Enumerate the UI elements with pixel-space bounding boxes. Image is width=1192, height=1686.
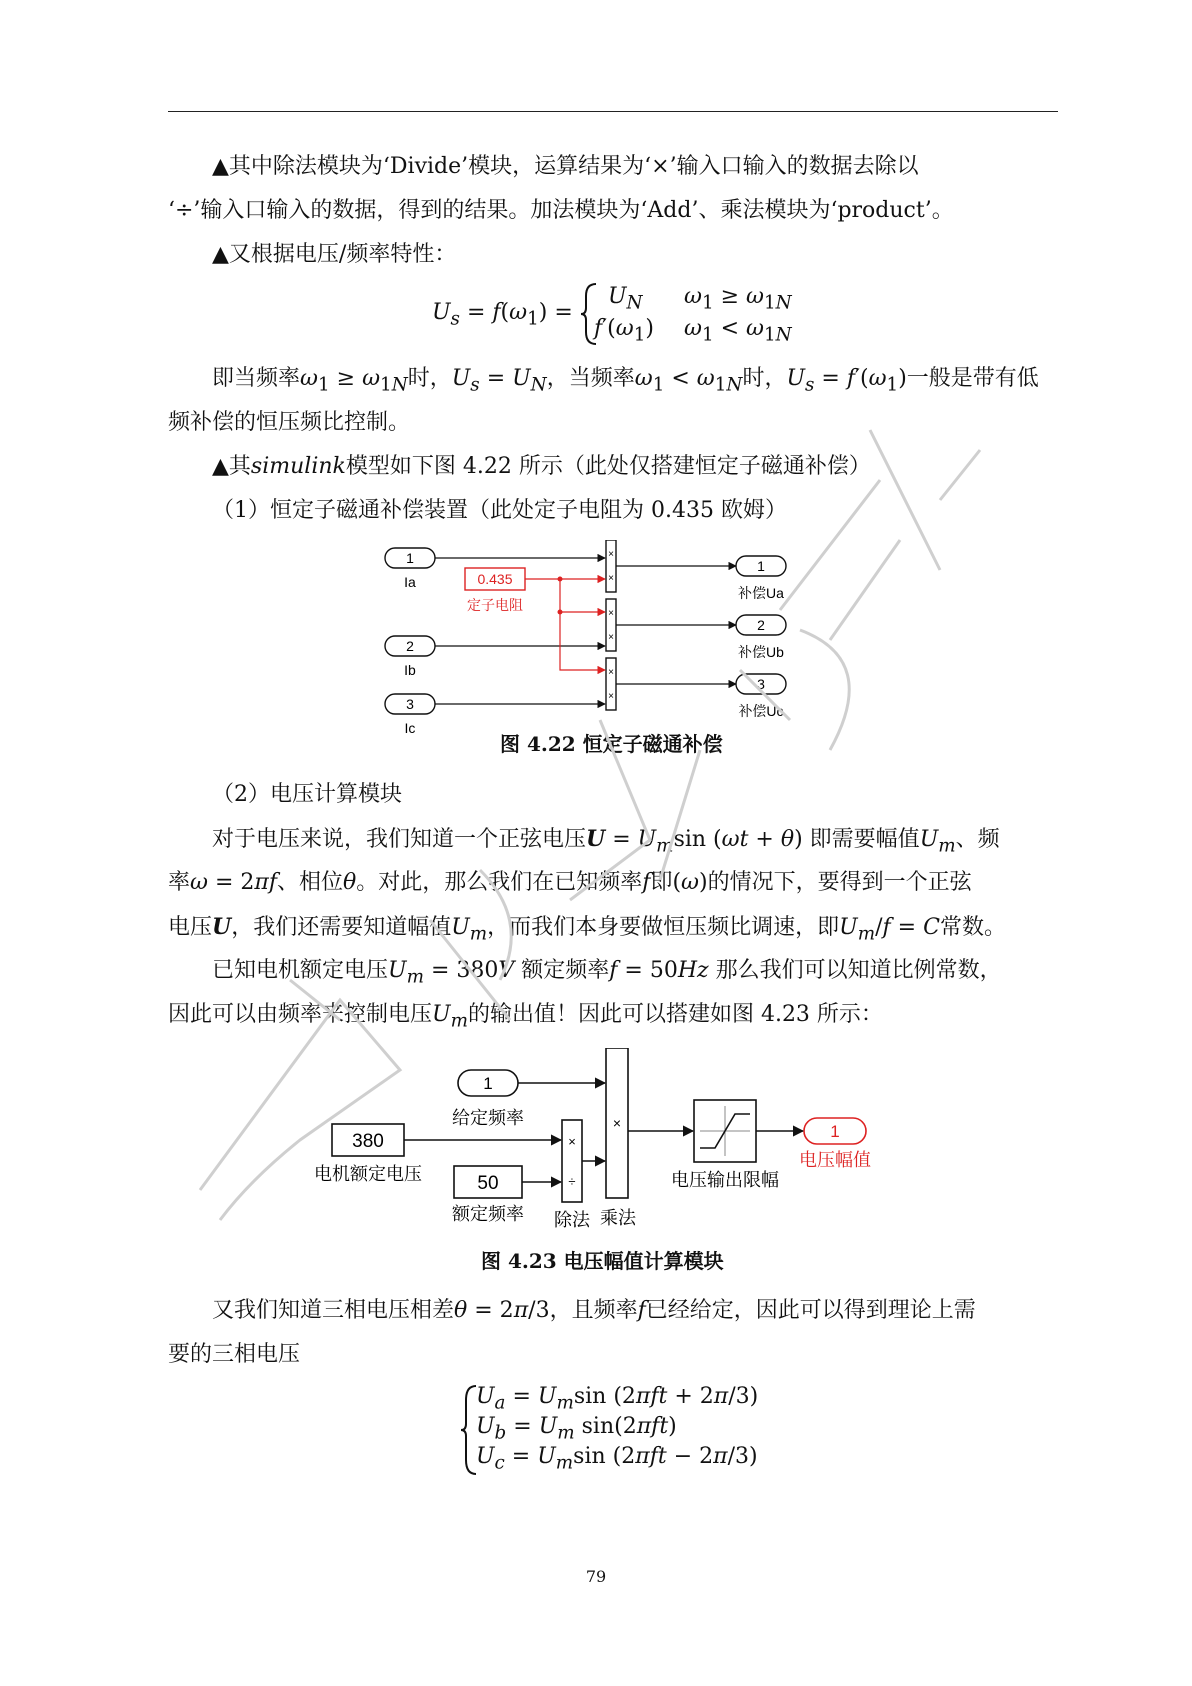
fig-4-23-caption: 图 4.23 电压幅值计算模块 xyxy=(481,1249,724,1273)
para11: 因此可以由频率来控制电压$U_m$的输出值！因此可以搭建如图 4.23 所示： xyxy=(168,1002,883,1032)
para1-line2: ‘÷’输入口输入的数据，得到的结果。加法模块为‘Add’、乘法模块为‘product’。 xyxy=(168,198,954,223)
product-block-3[interactable] xyxy=(606,658,616,710)
product-block-2[interactable] xyxy=(606,599,616,651)
eq2-line1: $U_a = U_m\sin$ (2πft + 2π/3) xyxy=(476,1384,759,1414)
inport-2-num: 2 xyxy=(406,638,414,654)
eq1-case2-cond: $\omega_1 < \omega_{1N}$ xyxy=(684,316,792,346)
eq1-case1-cond: $\omega_1 \ge \omega_{1N}$ xyxy=(684,284,792,314)
svg-text:×: × xyxy=(568,1134,576,1149)
para2: ▲又根据电压/频率特性： xyxy=(212,242,457,267)
inport-2-label: Ib xyxy=(404,662,416,678)
fig-4-22-caption: 图 4.22 恒定子磁通补偿 xyxy=(500,732,723,756)
inport-1-label: Ia xyxy=(404,574,416,590)
svg-text:×: × xyxy=(608,573,614,584)
svg-text:×: × xyxy=(608,549,614,560)
divide-label: 除法 xyxy=(554,1210,590,1230)
inport-1-num: 1 xyxy=(406,550,414,566)
outport-1-label: 补偿Ua xyxy=(738,585,784,601)
para7: 对于电压来说，我们知道一个正弦电压$U = U_m\sin$ (ωt + θ) 即需要幅值$U_m$、频 xyxy=(212,826,1000,857)
eq2-line2: $U_b = U_m$ sin(2πft) xyxy=(476,1414,677,1444)
fig-4-23-diagram xyxy=(296,1048,936,1238)
rated-voltage-value: 380 xyxy=(352,1131,384,1152)
product-block-1[interactable] xyxy=(606,540,616,592)
para8: 率ω = 2πf、相位θ。对此，那么我们在已知频率f即(ω)的情况下，要得到一个正弦 xyxy=(168,870,972,895)
rated-freq-label: 额定频率 xyxy=(452,1204,524,1224)
outport-3-num: 3 xyxy=(757,676,765,692)
para1-line1: ▲其中除法模块为‘Divide’模块，运算结果为‘×’输入口输入的数据去除以 xyxy=(212,154,919,179)
outport-1-num: 1 xyxy=(757,558,765,574)
constant-value: 0.435 xyxy=(477,571,513,587)
eq2-line3: $U_c = U_m\sin$ (2πft − 2π/3) xyxy=(476,1444,758,1474)
voltage-amp-outport-num: 1 xyxy=(830,1122,840,1141)
inport-3-label: Ic xyxy=(404,720,416,736)
para3-line1: 即当频率$\omega_1 \ge \omega_{1N}$时，$U_s = U_N$，当频率$\omega_1 < \omega_{1N}$时，$U_s = f'(\omega_1)$一般是带有低 xyxy=(212,366,1039,396)
page-number: 79 xyxy=(585,1567,607,1586)
header-rule xyxy=(168,111,1058,112)
para4: ▲其simulink模型如下图 4.22 所示（此处仅搭建恒定子磁通补偿） xyxy=(212,454,871,479)
outport-2-label: 补偿Ub xyxy=(738,644,784,660)
eq1-case2-val: $f'(\omega_1)$ xyxy=(594,316,654,346)
para9: 电压U，我们还需要知道幅值$U_m$，而我们本身要做恒压频比调速，即$U_m/f = C$常数。 xyxy=(168,914,1006,945)
outport-2-num: 2 xyxy=(757,617,765,633)
svg-text:×: × xyxy=(608,632,614,643)
svg-text:÷: ÷ xyxy=(568,1174,576,1189)
para3-line2: 频补偿的恒压频比控制。 xyxy=(168,410,411,435)
para6: （2）电压计算模块 xyxy=(212,782,402,807)
svg-text:×: × xyxy=(608,691,614,702)
inport-3-num: 3 xyxy=(406,696,414,712)
svg-text:×: × xyxy=(612,1115,622,1131)
rated-voltage-label: 电机额定电压 xyxy=(314,1164,422,1184)
eq1-case1-val: $U_N$ xyxy=(608,284,643,314)
freq-inport-num: 1 xyxy=(483,1074,493,1093)
rated-freq-value: 50 xyxy=(477,1173,499,1194)
freq-inport-label: 给定频率 xyxy=(452,1108,524,1128)
voltage-amp-outport-label: 电压幅值 xyxy=(799,1150,871,1170)
para5: （1）恒定子磁通补偿装置（此处定子电阻为 0.435 欧姆） xyxy=(212,498,787,523)
saturation-label: 电压输出限幅 xyxy=(671,1170,779,1190)
eq1-lhs: $U_s = f(\omega_1)$ = xyxy=(432,300,573,330)
svg-text:×: × xyxy=(608,608,614,619)
constant-label: 定子电阻 xyxy=(467,597,523,613)
para12: 又我们知道三相电压相差θ = 2π/3，且频率f已经给定，因此可以得到理论上需 xyxy=(212,1298,976,1323)
svg-text:×: × xyxy=(608,667,614,678)
para10: 已知电机额定电压$U_m = 380V$ 额定频率f = 50Hz 那么我们可以知道比例常数， xyxy=(212,958,1002,988)
outport-3-label: 补偿Uc xyxy=(738,703,784,719)
product-label: 乘法 xyxy=(600,1208,636,1228)
fig-4-22-diagram xyxy=(370,540,850,740)
para12-line2: 要的三相电压 xyxy=(168,1342,301,1367)
divide-block[interactable] xyxy=(562,1120,582,1202)
